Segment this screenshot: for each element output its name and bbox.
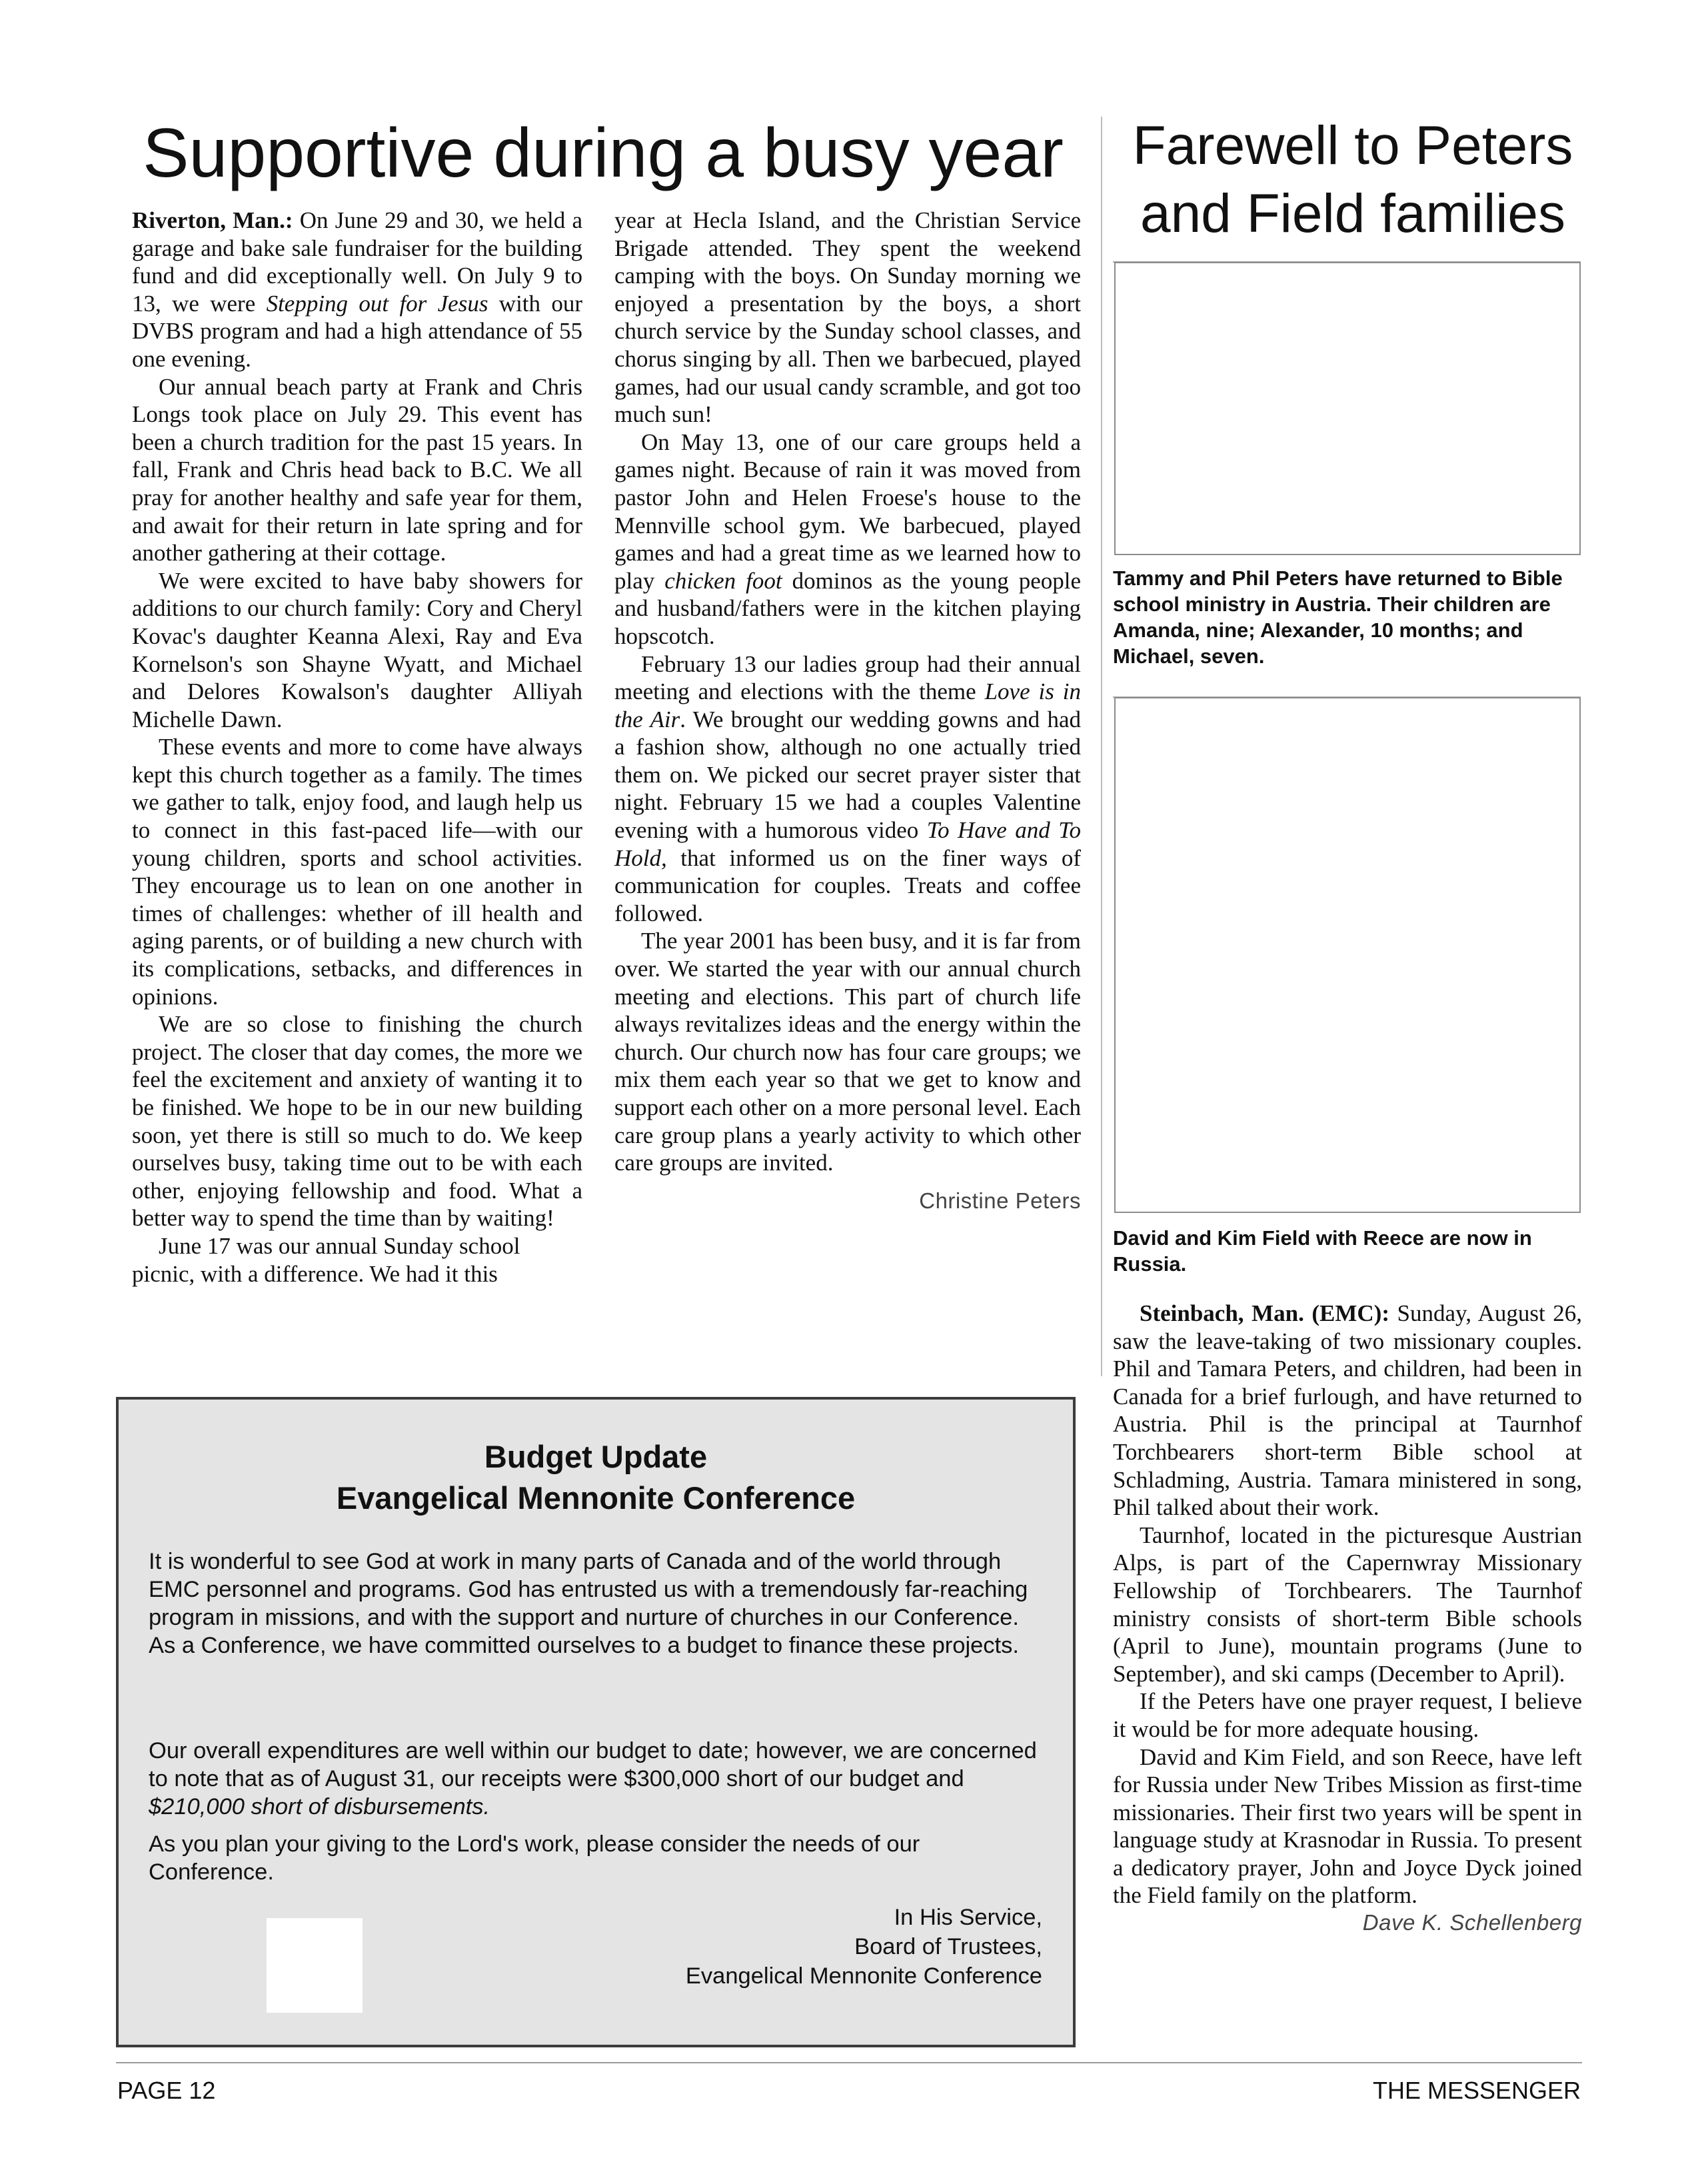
budget-paragraph: It is wonderful to see God at work in many parts of Canada and of the world through EMC personnel and programs. God has entrusted us with a tremendously far-reaching program in missions, and with the support and nurture of churches in our Conference. As a Conference, we have committed ourselves to a budget to finance these projects.: [149, 1549, 1028, 1658]
article-paragraph: We were excited to have baby showers for additions to our church family: Cory and Cheryl Kovac's daughter Keanna Alexi, Ray and Eva Kornelson's son Shayne Wyatt, and Michael and Delores Kowalson's daughter Alliyah Michelle Dawn.: [132, 567, 582, 732]
italic-amount: $210,000 short of disbursements.: [149, 1794, 490, 1819]
paragraph-text: February 13 our ladies group had their annual meeting and elections with the theme: [614, 650, 1081, 705]
budget-paragraph: [149, 1737, 1048, 1821]
article-paragraph: year at Hecla Island, and the Christian Service Brigade attended. They spent the weekend camping with the boys. On Sunday morning we enjoyed a presentation by the boys, a short church service by the Sunday school classes, and chorus singing by all. Then we barbecued, played games, had our usual candy scramble, and got too much sun!: [614, 207, 1081, 428]
dateline: Steinbach, Man. (EMC):: [1140, 1300, 1389, 1326]
byline: Dave K. Schellenberg: [1362, 1910, 1582, 1935]
italic-title: Love is in the Air: [614, 678, 1081, 732]
footer-rule: [116, 2062, 1582, 2063]
article-column-1: [132, 207, 582, 1288]
paragraph-text: On June 29 and 30, we held a garage and bake sale fundraiser for the building fund and did exceptionally well. On July 9 to 13, we were: [132, 207, 582, 317]
article-paragraph: Our annual beach party at Frank and Chris Longs took place on July 29. This event has been a church tradition for the past 15 years. In fall, Frank and Chris head back to B.C. We all pray for another healthy and safe year for them, and await for their return in late spring and for another gathering at their cottage.: [132, 373, 582, 566]
article-paragraph: The year 2001 has been busy, and it is far from over. We started the year with our annual church meeting and elections. This part of church life always revitalizes ideas and the energy within the church. Our church now has four care groups; we mix them each year so that we get to know and support each other on a more personal level. Each care group plans a yearly activity to which other care groups are invited.: [614, 928, 1081, 1176]
photo-peters-family: [1114, 262, 1581, 555]
budget-update-box: [116, 1397, 1076, 2047]
photo-field-family: [1114, 697, 1581, 1213]
article-paragraph: If the Peters have one prayer request, I believe it would be for more adequate housing.: [1113, 1688, 1582, 1742]
budget-paragraph: As you plan your giving to the Lord's work, please consider the needs of our Conference.: [149, 1831, 920, 1885]
farewell-headline: Farewell to Peters and Field families: [1132, 115, 1573, 244]
caption-peters: Tammy and Phil Peters have returned to Bible school ministry in Austria. Their children are Amanda, nine; Alexander, 10 months; and Michael, seven.: [1113, 566, 1563, 668]
italic-title: chicken foot: [664, 567, 782, 594]
paragraph-text: . We brought our wedding gowns and had a fashion show, although no one actually tried them on. We picked our secret prayer sister that night. February 15 we had a couples Valentine evening with a humorous video: [614, 706, 1082, 844]
article-paragraph: [132, 207, 582, 373]
paragraph-text: that informed us on the finer ways of communication for couples. Treats and coffee followed.: [614, 844, 1081, 926]
budget-subtitle: Evangelical Mennonite Conference: [336, 1480, 856, 1516]
signature-line: In His Service,: [894, 1905, 1042, 1930]
article-paragraph: Taurnhof, located in the picturesque Austrian Alps, is part of the Capernwray Missionary Fellowship of Torchbearers. The Taurnhof ministry consists of short-term Bible schools (April to June), mountain programs (June to September), and ski camps (December to April).: [1113, 1522, 1582, 1687]
main-headline: Supportive during a busy year: [143, 115, 1064, 192]
italic-title: To Have and To Hold,: [614, 817, 1082, 871]
article-column-2: [614, 207, 1081, 1214]
article-paragraph: June 17 was our annual Sunday school picnic, with a difference. We had it this: [132, 1232, 520, 1287]
caption-field: David and Kim Field with Reece are now in Russia.: [1113, 1226, 1532, 1276]
paragraph-text: On May 13, one of our care groups held a games night. Because of rain it was moved from pastor John and Helen Froese's house to the Mennville school gym. We barbecued, played games and had a great time as we learned how to play: [614, 429, 1081, 594]
blank-stamp: [267, 1918, 363, 2013]
signature-line: Evangelical Mennonite Conference: [685, 1963, 1042, 1989]
dateline: Riverton, Man.:: [132, 207, 293, 233]
signature-line: Board of Trustees,: [854, 1934, 1042, 1959]
budget-title: Budget Update: [484, 1439, 708, 1474]
paragraph-text: dominos as the young people and husband/fathers were in the kitchen playing hopscotch.: [614, 567, 1082, 649]
paragraph-text: Our overall expenditures are well within our budget to date; however, we are concerned to note that as of August 31, our receipts were $300,000 short of our budget and: [149, 1738, 1037, 1791]
article-paragraph: David and Kim Field, and son Reece, have left for Russia under New Tribes Mission as first-time missionaries. Their first two years will be spent in language study at Krasnodar in Russia. To present a dedicatory prayer, John and Joyce Dyck joined the Field family on the platform.: [1113, 1743, 1582, 1909]
article-paragraph: [614, 429, 1081, 650]
article-paragraph: These events and more to come have always kept this church together as a family. The times we gather to talk, enjoy food, and laugh help us to connect in this fast-paced life—with our young children, sports and school activities. They encourage us to lean on one another in times of challenges: whether of ill health and aging parents, or of building a new church with its complications, setbacks, and differences in opinions.: [132, 734, 582, 1010]
page-number: PAGE 12: [117, 2077, 216, 2104]
article-paragraph: We are so close to finishing the church project. The closer that day comes, the more we feel the excitement and anxiety of wanting it to be finished. We hope to be in our new building soon, yet there is still so much to do. We keep ourselves busy, taking time out to be with each other, enjoying fellowship and food. What a better way to spend the time than by waiting!: [132, 1011, 582, 1232]
byline: Christine Peters: [919, 1188, 1081, 1213]
paragraph-text: with our DVBS program and had a high attendance of 55 one evening.: [132, 290, 583, 372]
article-paragraph: [614, 650, 1081, 928]
paragraph-text: Sunday, August 26, saw the leave-taking of two missionary couples. Phil and Tamara Peters, and children, had been in Canada for a brief furlough, and have returned to Austria. Phil is the principal at Taurnhof Torchbearers short-term Bible school at Schladming, Austria. Tamara ministered in song, Phil talked about their work.: [1113, 1300, 1583, 1521]
magazine-name: THE MESSENGER: [1372, 2077, 1581, 2104]
column-divider: [1101, 117, 1102, 1376]
farewell-column: [1113, 1300, 1582, 1936]
article-paragraph: [1113, 1300, 1582, 1522]
italic-title: Stepping out for Jesus: [266, 290, 488, 317]
